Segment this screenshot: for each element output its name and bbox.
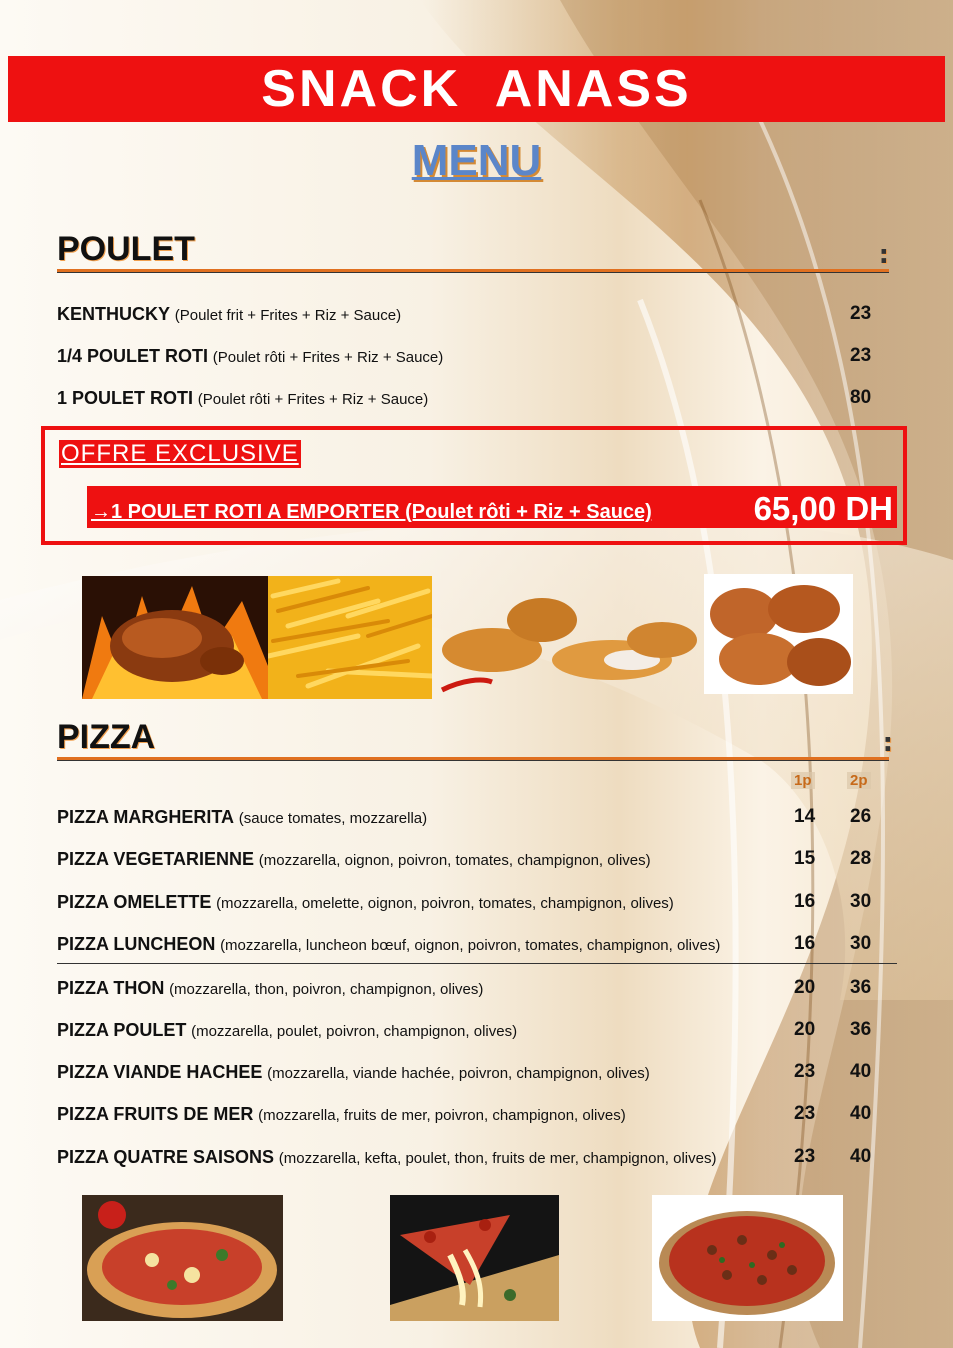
price-1p: 20 (794, 1019, 816, 1040)
exclusive-offer-box (41, 426, 907, 545)
poulet-colon: : (878, 240, 889, 270)
roast-chicken-image (82, 576, 268, 699)
pizza-slices-image (82, 1195, 283, 1321)
menu-item (57, 1104, 626, 1125)
chicken-tenders-image (432, 580, 704, 699)
offer-title: OFFRE EXCLUSIVE (61, 440, 299, 467)
item-desc: (sauce tomates, mozzarella) (238, 810, 428, 827)
menu-item (57, 892, 674, 913)
menu-item (57, 346, 443, 367)
price-1p: 16 (794, 891, 816, 912)
price-2p: 36 (850, 977, 872, 998)
item-desc: (mozzarella, kefta, poulet, thon, fruits de mer, champignon, olives) (278, 1150, 717, 1167)
menu-item (57, 1147, 716, 1168)
item-desc: (mozzarella, luncheon bœuf, oignon, poivron, tomates, champignon, olives) (220, 937, 721, 954)
fried-chicken-image (704, 574, 853, 694)
item-desc: (mozzarella, poulet, poivron, champignon, olives) (191, 1023, 518, 1040)
item-price: 80 (850, 387, 872, 408)
price-2p: 40 (850, 1146, 872, 1167)
price-1p: 20 (794, 977, 816, 998)
price-1p: 15 (794, 848, 816, 869)
price-1p: 16 (794, 933, 816, 954)
pizza-divider (57, 963, 897, 964)
price-1p: 14 (794, 806, 816, 827)
menu-item (57, 849, 651, 870)
column-header-2p: 2p (847, 772, 871, 789)
price-2p: 30 (850, 933, 872, 954)
price-1p: 23 (794, 1146, 816, 1167)
offer-text: →1 POULET ROTI A EMPORTER (Poulet rôti + Riz + Sauce) (91, 501, 652, 523)
price-2p: 26 (850, 806, 872, 827)
menu-item (57, 934, 720, 955)
pizza-section-header (57, 718, 893, 763)
price-2p: 36 (850, 1019, 872, 1040)
item-price: 23 (850, 345, 872, 366)
pizza-title: PIZZA (57, 718, 156, 756)
price-1p: 23 (794, 1061, 816, 1082)
item-name: KENTHUCKY (57, 304, 171, 324)
pizza-colon: : (882, 728, 893, 758)
restaurant-name: SNACK ANASS (261, 60, 692, 118)
menu-label: MENU (411, 136, 542, 185)
item-price: 23 (850, 303, 872, 324)
item-name: PIZZA POULET (57, 1020, 187, 1040)
item-desc: (Poulet frit + Frites + Riz + Sauce) (174, 307, 402, 324)
poulet-rule (57, 269, 889, 273)
offer-line (87, 486, 897, 528)
item-desc: (mozzarella, viande hachée, poivron, champignon, olives) (267, 1065, 650, 1082)
price-2p: 40 (850, 1061, 872, 1082)
poulet-title: POULET (57, 230, 195, 268)
pizza-cheese-pull-image (390, 1195, 559, 1321)
menu-item (57, 388, 428, 409)
column-header-1p: 1p (791, 772, 815, 789)
offer-price: 65,00 DH (753, 490, 893, 527)
item-name: PIZZA VIANDE HACHEE (57, 1062, 263, 1082)
price-2p: 30 (850, 891, 872, 912)
item-desc: (Poulet rôti + Frites + Riz + Sauce) (197, 391, 429, 408)
item-name: PIZZA MARGHERITA (57, 807, 234, 827)
price-2p: 28 (850, 848, 872, 869)
title-banner (8, 56, 945, 122)
item-desc: (Poulet rôti + Frites + Riz + Sauce) (212, 349, 444, 366)
price-1p: 23 (794, 1103, 816, 1124)
item-name: PIZZA VEGETARIENNE (57, 849, 255, 869)
item-desc: (mozzarella, thon, poivron, champignon, olives) (169, 981, 484, 998)
menu-item (57, 807, 427, 828)
price-2p: 40 (850, 1103, 872, 1124)
item-name: PIZZA FRUITS DE MER (57, 1104, 254, 1124)
menu-item (57, 1062, 650, 1083)
pizza-rule (57, 757, 889, 761)
menu-item (57, 978, 483, 999)
item-name: PIZZA OMELETTE (57, 892, 212, 912)
menu-heading (0, 136, 953, 186)
item-name: PIZZA THON (57, 978, 165, 998)
whole-pizza-image (652, 1195, 843, 1321)
item-desc: (mozzarella, fruits de mer, poivron, champignon, olives) (258, 1107, 626, 1124)
fries-image (268, 576, 432, 699)
poulet-section-header (57, 230, 889, 275)
item-desc: (mozzarella, oignon, poivron, tomates, champignon, olives) (258, 852, 651, 869)
item-name: 1 POULET ROTI (57, 388, 194, 408)
item-desc: (mozzarella, omelette, oignon, poivron, tomates, champignon, olives) (216, 895, 674, 912)
menu-item (57, 304, 401, 325)
item-name: PIZZA LUNCHEON (57, 934, 216, 954)
item-name: 1/4 POULET ROTI (57, 346, 209, 366)
item-name: PIZZA QUATRE SAISONS (57, 1147, 275, 1167)
menu-item (57, 1020, 517, 1041)
